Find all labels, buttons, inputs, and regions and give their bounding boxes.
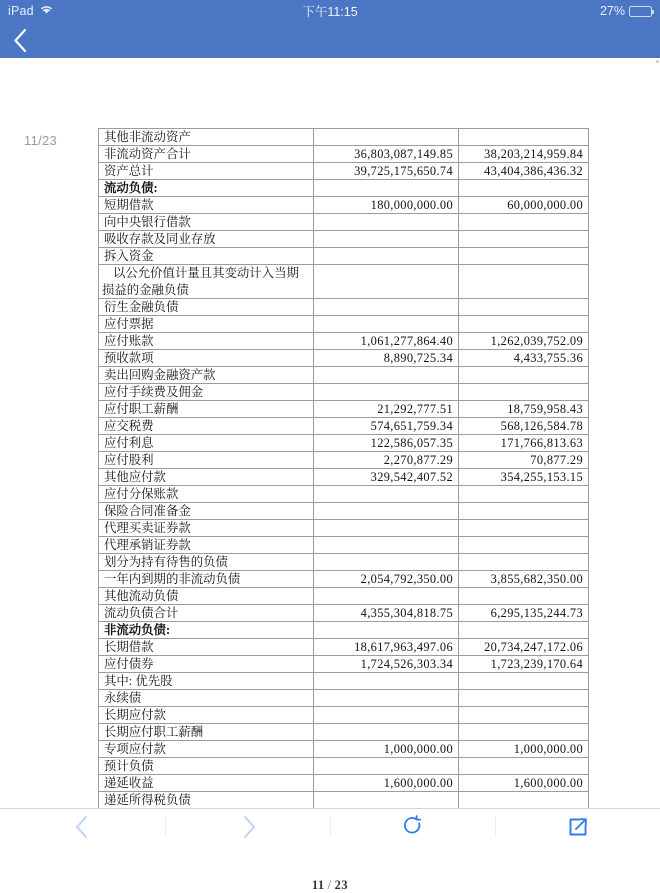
row-value-prior-period: 70,877.29 [459, 452, 589, 469]
row-value-prior-period [459, 690, 589, 707]
row-value-prior-period: 18,759,958.43 [459, 401, 589, 418]
row-label: 应付手续费及佣金 [99, 384, 314, 401]
table-row [99, 656, 589, 673]
table-row [99, 741, 589, 758]
balance-sheet [98, 128, 588, 843]
row-value-prior-period [459, 299, 589, 316]
row-value-prior-period [459, 588, 589, 605]
table-row [99, 639, 589, 656]
row-value-prior-period [459, 537, 589, 554]
row-value-prior-period [459, 554, 589, 571]
table-row [99, 452, 589, 469]
row-label: 预计负债 [99, 758, 314, 775]
row-value-prior-period [459, 758, 589, 775]
row-value-current-period [314, 248, 459, 265]
row-value-current-period [314, 622, 459, 639]
bottom-toolbar [0, 808, 660, 844]
share-button[interactable] [495, 809, 660, 844]
row-value-current-period: 329,542,407.52 [314, 469, 459, 486]
row-value-current-period [314, 384, 459, 401]
row-label: 其中: 优先股 [99, 673, 314, 690]
row-value-prior-period: 354,255,153.15 [459, 469, 589, 486]
row-value-prior-period: 60,000,000.00 [459, 197, 589, 214]
row-value-prior-period [459, 520, 589, 537]
table-row [99, 707, 589, 724]
table-row [99, 163, 589, 180]
row-value-prior-period [459, 265, 589, 299]
row-value-current-period: 8,890,725.34 [314, 350, 459, 367]
row-value-prior-period [459, 129, 589, 146]
chevron-left-icon [12, 27, 29, 54]
row-label: 保险合同准备金 [99, 503, 314, 520]
chevron-left-icon [73, 814, 93, 840]
row-value-prior-period [459, 503, 589, 520]
row-label: 专项应付款 [99, 741, 314, 758]
status-bar [0, 0, 660, 22]
row-value-current-period: 1,724,526,303.34 [314, 656, 459, 673]
row-label: 永续债 [99, 690, 314, 707]
row-value-prior-period: 4,433,755.36 [459, 350, 589, 367]
row-value-current-period [314, 792, 459, 809]
row-value-prior-period [459, 214, 589, 231]
row-value-current-period [314, 554, 459, 571]
row-value-prior-period: 1,723,239,170.64 [459, 656, 589, 673]
table-row [99, 775, 589, 792]
row-label: 非流动资产合计 [99, 146, 314, 163]
row-value-prior-period: 1,600,000.00 [459, 775, 589, 792]
row-value-prior-period: 6,295,135,244.73 [459, 605, 589, 622]
table-row [99, 180, 589, 197]
row-value-prior-period: 43,404,386,436.32 [459, 163, 589, 180]
row-value-current-period [314, 214, 459, 231]
row-label: 代理买卖证券款 [99, 520, 314, 537]
row-value-current-period [314, 129, 459, 146]
row-label: 长期应付款 [99, 707, 314, 724]
row-value-current-period: 18,617,963,497.06 [314, 639, 459, 656]
row-value-prior-period [459, 622, 589, 639]
row-label: 应付利息 [99, 435, 314, 452]
table-row [99, 758, 589, 775]
table-row [99, 605, 589, 622]
row-value-current-period: 122,586,057.35 [314, 435, 459, 452]
row-value-current-period [314, 520, 459, 537]
row-label: 卖出回购金融资产款 [99, 367, 314, 384]
row-label: 应付分保账款 [99, 486, 314, 503]
table-row [99, 537, 589, 554]
row-label: 长期借款 [99, 639, 314, 656]
row-value-prior-period [459, 316, 589, 333]
row-value-current-period: 574,651,759.34 [314, 418, 459, 435]
row-label: 其他流动负债 [99, 588, 314, 605]
table-row [99, 333, 589, 350]
table-row [99, 265, 589, 299]
row-value-prior-period: 3,855,682,350.00 [459, 571, 589, 588]
row-label: 应付债券 [99, 656, 314, 673]
table-row [99, 401, 589, 418]
table-row [99, 231, 589, 248]
row-label: 代理承销证券款 [99, 537, 314, 554]
row-label: 其他非流动资产 [99, 129, 314, 146]
reload-button[interactable] [330, 809, 495, 844]
row-value-prior-period [459, 486, 589, 503]
previous-page-button[interactable] [0, 809, 165, 844]
row-value-current-period: 39,725,175,650.74 [314, 163, 459, 180]
row-label: 资产总计 [99, 163, 314, 180]
table-row [99, 248, 589, 265]
row-label: 应付账款 [99, 333, 314, 350]
battery-percent-label: 27% [599, 4, 625, 18]
row-label: 其他应付款 [99, 469, 314, 486]
table-row [99, 146, 589, 163]
back-button[interactable] [12, 25, 42, 55]
table-row [99, 724, 589, 741]
table-row [99, 690, 589, 707]
row-value-prior-period [459, 231, 589, 248]
row-value-current-period [314, 231, 459, 248]
table-row [99, 316, 589, 333]
table-row [99, 554, 589, 571]
row-value-current-period: 4,355,304,818.75 [314, 605, 459, 622]
row-value-current-period: 1,000,000.00 [314, 741, 459, 758]
share-external-link-icon [566, 815, 590, 839]
page-number-current: 11 [311, 878, 325, 892]
row-value-current-period: 1,600,000.00 [314, 775, 459, 792]
row-value-prior-period [459, 673, 589, 690]
status-bar-time: 下午11:15 [302, 5, 358, 19]
row-value-current-period: 21,292,777.51 [314, 401, 459, 418]
row-value-prior-period [459, 180, 589, 197]
table-row [99, 792, 589, 809]
row-value-current-period [314, 265, 459, 299]
row-value-current-period [314, 316, 459, 333]
row-label: 以公允价值计量且其变动计入当期损益的金融负债 [99, 265, 314, 299]
row-value-current-period [314, 673, 459, 690]
table-row [99, 588, 589, 605]
table-row [99, 622, 589, 639]
row-label: 拆入资金 [99, 248, 314, 265]
row-value-current-period [314, 486, 459, 503]
row-value-current-period [314, 707, 459, 724]
row-label: 长期应付职工薪酬 [99, 724, 314, 741]
row-value-current-period [314, 758, 459, 775]
table-row [99, 384, 589, 401]
row-value-prior-period [459, 792, 589, 809]
row-label: 应付票据 [99, 316, 314, 333]
row-value-prior-period: 171,766,813.63 [459, 435, 589, 452]
table-row [99, 571, 589, 588]
table-row [99, 673, 589, 690]
financial-table-body [99, 129, 589, 843]
row-label: 预收款项 [99, 350, 314, 367]
table-row [99, 503, 589, 520]
row-value-current-period [314, 588, 459, 605]
refresh-icon [402, 815, 424, 839]
table-row [99, 520, 589, 537]
status-bar-left [8, 4, 54, 18]
battery-icon [629, 6, 652, 17]
table-row [99, 197, 589, 214]
row-value-current-period: 1,061,277,864.40 [314, 333, 459, 350]
row-label: 吸收存款及同业存放 [99, 231, 314, 248]
row-value-prior-period: 1,262,039,752.09 [459, 333, 589, 350]
row-value-current-period [314, 537, 459, 554]
row-label: 递延收益 [99, 775, 314, 792]
row-value-current-period: 2,270,877.29 [314, 452, 459, 469]
financial-table [98, 128, 589, 843]
row-value-prior-period: 38,203,214,959.84 [459, 146, 589, 163]
row-label: 应交税费 [99, 418, 314, 435]
page-number-total: 23 [334, 878, 349, 892]
scroll-indicator [656, 60, 659, 63]
row-value-prior-period [459, 248, 589, 265]
row-value-current-period [314, 690, 459, 707]
table-row [99, 129, 589, 146]
navigation-bar [0, 22, 660, 58]
row-value-current-period [314, 367, 459, 384]
page-number-indicator [0, 878, 660, 893]
row-value-current-period [314, 503, 459, 520]
page-badge: 11/23 [24, 133, 58, 148]
status-bar-right [600, 4, 652, 18]
row-value-prior-period [459, 707, 589, 724]
row-label: 向中央银行借款 [99, 214, 314, 231]
carrier-label: iPad [8, 4, 34, 18]
row-value-current-period [314, 180, 459, 197]
table-row [99, 435, 589, 452]
row-label: 应付职工薪酬 [99, 401, 314, 418]
row-value-prior-period [459, 384, 589, 401]
row-label: 一年内到期的非流动负债 [99, 571, 314, 588]
row-label: 流动负债合计 [99, 605, 314, 622]
row-value-current-period: 2,054,792,350.00 [314, 571, 459, 588]
row-label: 短期借款 [99, 197, 314, 214]
table-row [99, 350, 589, 367]
row-label: 衍生金融负债 [99, 299, 314, 316]
wifi-icon [39, 4, 54, 18]
table-row [99, 469, 589, 486]
table-row [99, 486, 589, 503]
row-value-prior-period [459, 367, 589, 384]
chevron-right-icon [238, 814, 258, 840]
row-value-current-period: 180,000,000.00 [314, 197, 459, 214]
row-value-current-period [314, 299, 459, 316]
row-value-prior-period: 1,000,000.00 [459, 741, 589, 758]
table-row [99, 418, 589, 435]
table-row [99, 214, 589, 231]
row-label: 递延所得税负债 [99, 792, 314, 809]
document-viewer[interactable] [0, 58, 660, 892]
page-number-separator: / [327, 878, 332, 892]
table-row [99, 299, 589, 316]
row-value-prior-period: 20,734,247,172.06 [459, 639, 589, 656]
row-label: 流动负债: [99, 180, 314, 197]
table-row [99, 367, 589, 384]
next-page-button[interactable] [165, 809, 330, 844]
row-value-prior-period: 568,126,584.78 [459, 418, 589, 435]
row-value-prior-period [459, 724, 589, 741]
row-label: 划分为持有待售的负债 [99, 554, 314, 571]
row-value-current-period: 36,803,087,149.85 [314, 146, 459, 163]
row-value-current-period [314, 724, 459, 741]
row-label: 非流动负债: [99, 622, 314, 639]
row-label: 应付股利 [99, 452, 314, 469]
